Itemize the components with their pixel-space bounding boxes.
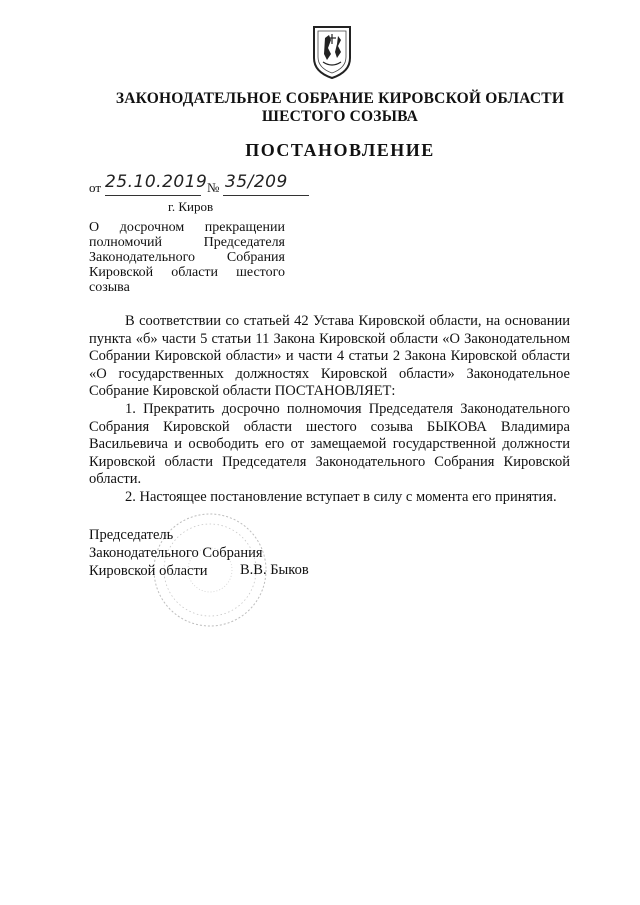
city: г. Киров bbox=[168, 199, 214, 214]
signer-title: Законодательного Собрания bbox=[89, 545, 263, 561]
from-label: от bbox=[89, 180, 102, 195]
clause-1: 1. Прекратить досрочно полномочия Председателя Законодательного Собрания Кировской области шестого созыва БЫКОВА Владимира Васильевича и освободить его от замещаемой государственной должности Кировской области Председателя Законодательного Собрания Кировской области. bbox=[89, 400, 570, 488]
document-body bbox=[89, 313, 570, 507]
subject-line: созыва bbox=[89, 280, 130, 295]
signature-block bbox=[89, 526, 263, 580]
subject-line: О досрочном прекращении bbox=[89, 220, 285, 235]
subject-line: полномочий Председателя bbox=[89, 235, 285, 250]
preamble-paragraph: В соответствии со статьей 42 Устава Кировской области, на основании пункта «б» части 5 статьи 11 Закона Кировской области «О Законодательном Собрании Кировской области» и части 4 статьи 2 Закона Кировской области «О государственных должностях Кировской области» Законодательное Собрание Кировской области ПОСТАНОВЛЯЕТ: bbox=[89, 313, 570, 400]
handwritten-number: 35/209 bbox=[225, 172, 288, 192]
subject-line: Кировской области шестого bbox=[89, 265, 285, 280]
subject-line: Законодательного Собрания bbox=[89, 250, 285, 265]
document-subject bbox=[89, 220, 285, 295]
signer-name: В.В. Быков bbox=[240, 562, 309, 578]
organization-name: ЗАКОНОДАТЕЛЬНОЕ СОБРАНИЕ КИРОВСКОЙ ОБЛАСТИ bbox=[115, 90, 565, 107]
document-title: ПОСТАНОВЛЕНИЕ bbox=[245, 140, 435, 160]
number-label: № bbox=[207, 180, 220, 195]
convocation: ШЕСТОГО СОЗЫВА bbox=[261, 108, 419, 125]
date-underline bbox=[105, 195, 201, 196]
handwritten-date: 25.10.2019 bbox=[105, 172, 208, 192]
clause-2: 2. Настоящее постановление вступает в силу с момента его принятия. bbox=[125, 488, 557, 505]
signer-title: Председатель bbox=[89, 527, 174, 543]
signer-title: Кировской области bbox=[89, 563, 208, 579]
coat-of-arms-icon bbox=[311, 24, 353, 80]
date-number-line bbox=[89, 174, 319, 198]
number-underline bbox=[223, 195, 309, 196]
